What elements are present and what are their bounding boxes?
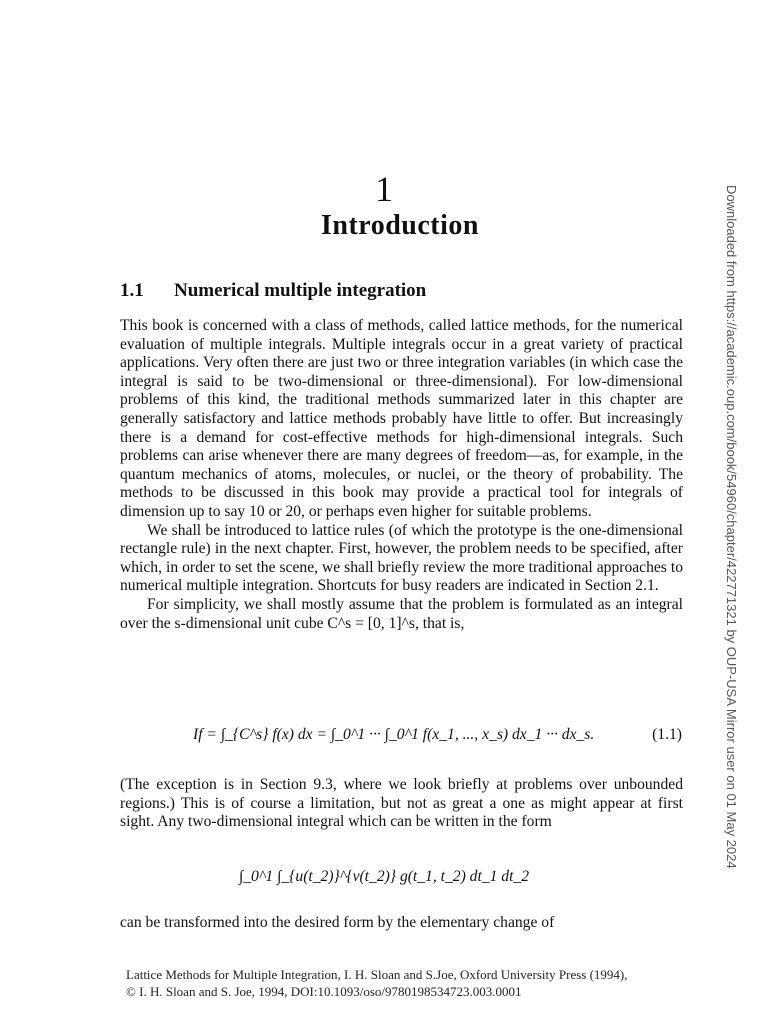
watermark-text: Downloaded from https://academic.oup.com/book/54960/chapter/422771321 by OUP-USA Mirror user on 01 May 2024 <box>724 185 739 869</box>
paragraph-5: can be transformed into the desired form by the elementary change of <box>120 914 555 931</box>
equation-number: (1.1) <box>652 726 682 743</box>
body-text-block-1 <box>120 317 683 633</box>
paragraph-4: (The exception is in Section 9.3, where we look briefly at problems over unbounded regions.) This is of course a limitation, but not as great a one as might appear at first sight. Any two-dimensional integral which can be written in the form <box>120 776 683 831</box>
chapter-number: 1 <box>375 169 393 209</box>
footer-line-1: Lattice Methods for Multiple Integration, I. H. Sloan and S.Joe, Oxford University Press (1994), <box>126 967 628 982</box>
footer-line-2: © I. H. Sloan and S. Joe, 1994, DOI:10.1093/oso/9780198534723.003.0001 <box>126 984 522 999</box>
section-number: 1.1 <box>120 280 144 301</box>
chapter-title: Introduction <box>321 210 479 241</box>
equation-1-1-body: If = ∫_{C^s} f(x) dx = ∫_0^1 ··· ∫_0^1 f(x_1, ..., x_s) dx_1 ··· dx_s. <box>193 726 595 743</box>
paragraph-2: We shall be introduced to lattice rules (of which the prototype is the one-dimensional rectangle rule) in the next chapter. First, however, the problem needs to be specified, after which, in order to set the scene, we shall briefly review the more traditional approaches to numerical multiple integration. Shortcuts for busy readers are indicated in Section 2.1. <box>120 521 683 595</box>
equation-2 <box>0 868 768 886</box>
equation-2-body: ∫_0^1 ∫_{u(t_2)}^{v(t_2)} g(t_1, t_2) dt_1 dt_2 <box>238 868 530 885</box>
section-title: Numerical multiple integration <box>174 280 427 301</box>
paragraph-1: This book is concerned with a class of methods, called lattice methods, for the numerical evaluation of multiple integrals. Multiple integrals occur in a great variety of practical applications. Very often there are just two or three integration variables (in which case the integral is said to be two-dimensional or three-dimensional). For low-dimensional problems of this kind, the traditional methods summarized later in this chapter are generally satisfactory and lattice methods probably have little to offer. But increasingly there is a demand for cost-effective methods for high-dimensional integrals. Such problems can arise whenever there are many degrees of freedom—as, for example, in the quantum mechanics of atoms, molecules, or nuclei, or the theory of probability. The methods to be discussed in this book may provide a practical tool for integrals of dimension up to say 10 or 20, or perhaps even higher for suitable problems. <box>120 317 683 520</box>
citation-footer <box>126 966 628 1000</box>
section-heading <box>120 280 426 302</box>
body-text-block-2 <box>120 776 683 832</box>
paragraph-3: For simplicity, we shall mostly assume that the problem is formulated as an integral over the s-dimensional unit cube C^s = [0, 1]^s, that is, <box>120 595 683 632</box>
body-text-block-3 <box>120 914 683 933</box>
download-watermark <box>723 185 743 869</box>
